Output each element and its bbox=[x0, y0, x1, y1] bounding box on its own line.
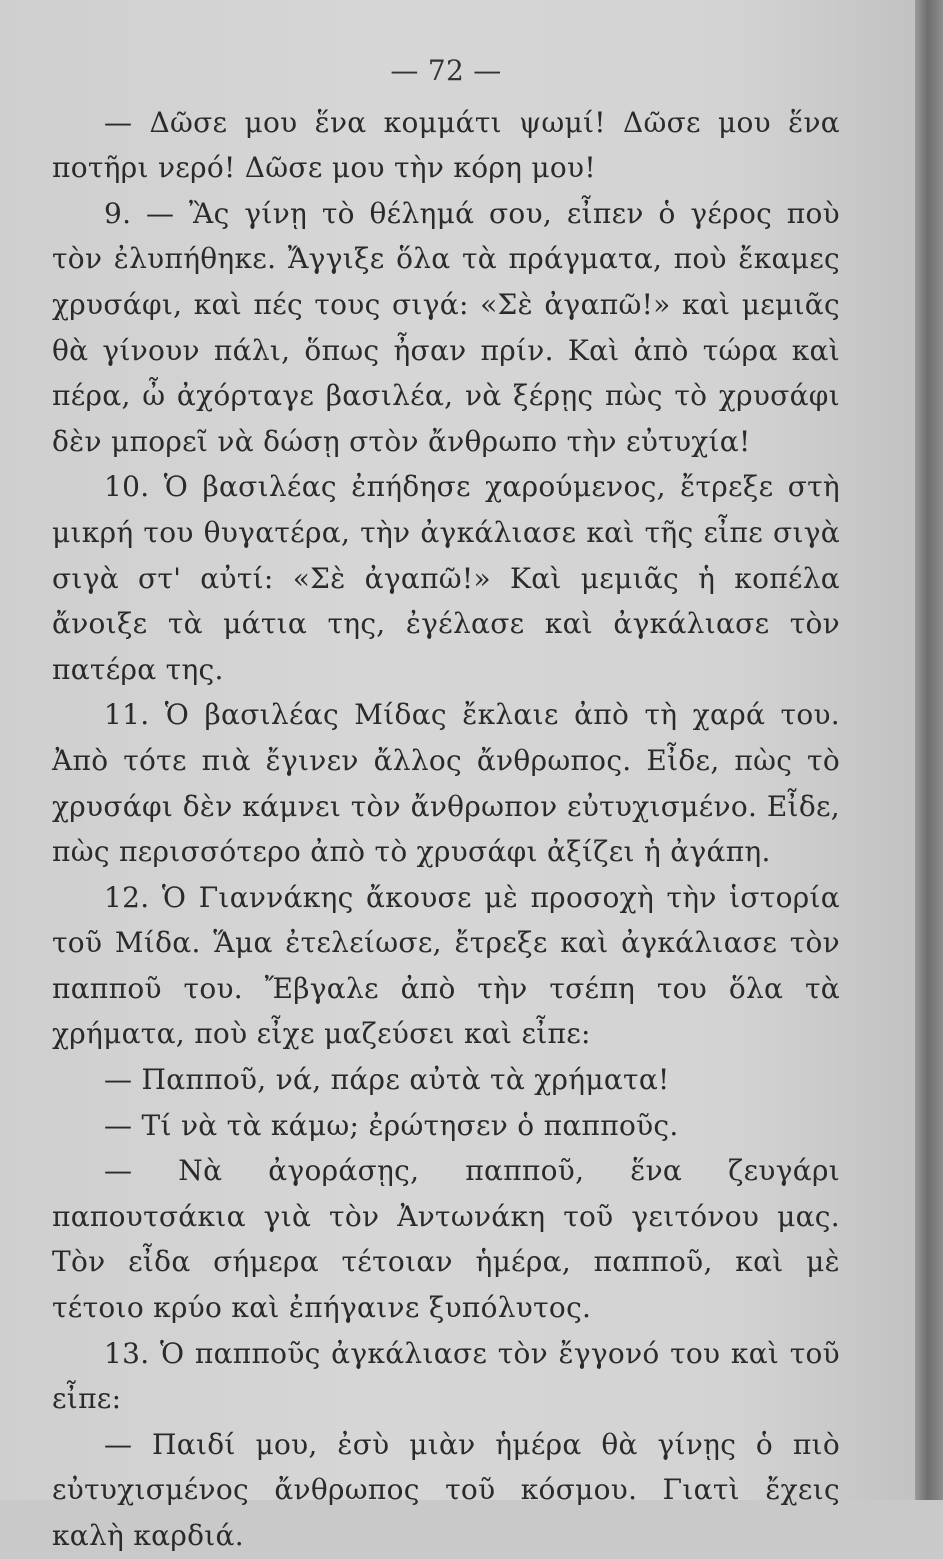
paragraph: — Νὰ ἀγοράσῃς, παπποῦ, ἕνα ζευγάρι παπουτσάκια γιὰ τὸν Ἀντωνάκη τοῦ γειτόνου μας. Τὸν εἶδα σήμερα τέτοιαν ἡμέρα, παπποῦ, καὶ μὲ τέτοιο κρύο καὶ ἐπήγαινε ξυπόλυτος. bbox=[52, 1154, 840, 1325]
paragraph: — Παιδί μου, ἐσὺ μιὰν ἡμέρα θὰ γίνῃς ὁ πιὸ εὐτυχισμένος ἄνθρωπος τοῦ κόσμου. Γιατὶ ἔχεις καλὴ καρδιά. bbox=[52, 1427, 840, 1552]
paragraph: 9. — Ἂς γίνῃ τὸ θέλημά σου, εἶπεν ὁ γέρος ποὺ τὸν ἐλυπήθηκε. Ἄγγιξε ὅλα τὰ πράγματα, ποὺ ἔκαμες χρυσάφι, καὶ πές τους σιγά: «Σὲ ἀγαπῶ!» καὶ μεμιᾶς θὰ γίνουν πάλι, ὅπως ἦσαν πρίν. Καὶ ἀπὸ τώρα καὶ πέρα, ὦ ἀχόρταγε βασιλέα, νὰ ξέρῃς πὼς τὸ χρυσάφι δὲν μπορεῖ νὰ δώσῃ στὸν ἄνθρωπο τὴν εὐτυχία! bbox=[52, 196, 840, 458]
paragraph: 12. Ὁ Γιαννάκης ἄκουσε μὲ προσοχὴ τὴν ἱστορία τοῦ Μίδα. Ἅμα ἐτελείωσε, ἔτρεξε καὶ ἀγκάλιασε τὸν παπποῦ του. Ἔβγαλε ἀπὸ τὴν τσέπη του ὅλα τὰ χρήματα, ποὺ εἶχε μαζεύσει καὶ εἶπε: bbox=[52, 880, 840, 1051]
page-text bbox=[52, 48, 840, 1559]
page-number: — 72 — bbox=[390, 54, 502, 87]
paragraph: — Δῶσε μου ἕνα κομμάτι ψωμί! Δῶσε μου ἕνα ποτῆρι νερό! Δῶσε μου τὴν κόρη μου! bbox=[52, 105, 840, 185]
paragraph: — Παπποῦ, νά, πάρε αὐτὰ τὰ χρήματα! bbox=[104, 1063, 670, 1097]
paragraph: 13. Ὁ παπποῦς ἀγκάλιασε τὸν ἔγγονό του καὶ τοῦ εἶπε: bbox=[52, 1336, 840, 1416]
paragraph: — Τί νὰ τὰ κάμω; ἐρώτησεν ὁ παπποῦς. bbox=[104, 1108, 679, 1142]
book-gutter bbox=[915, 0, 943, 1500]
paragraph: 10. Ὁ βασιλέας ἐπήδησε χαρούμενος, ἔτρεξε στὴ μικρή του θυγατέρα, τὴν ἀγκάλιασε καὶ τῆς εἶπε σιγὰ σιγὰ στ' αὐτί: «Σὲ ἀγαπῶ!» Καὶ μεμιᾶς ἡ κοπέλα ἄνοιξε τὰ μάτια της, ἐγέλασε καὶ ἀγκάλιασε τὸν πατέρα της. bbox=[52, 470, 840, 686]
paragraph: 11. Ὁ βασιλέας Μίδας ἔκλαιε ἀπὸ τὴ χαρά του. Ἀπὸ τότε πιὰ ἔγινεν ἄλλος ἄνθρωπος. Εἶδε, πὼς τὸ χρυσάφι δὲν κάμνει τὸν ἄνθρωπον εὐτυχισμένο. Εἶδε, πὼς περισσότερο ἀπὸ τὸ χρυσάφι ἀξίζει ἡ ἀγάπη. bbox=[52, 698, 840, 869]
